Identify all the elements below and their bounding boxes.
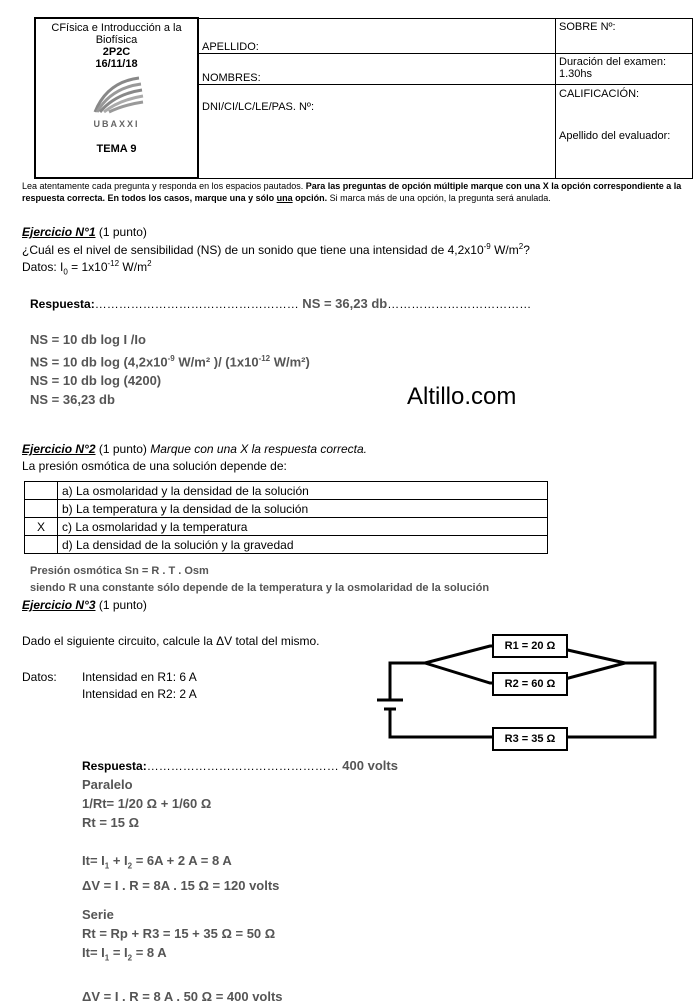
option-row[interactable] bbox=[25, 518, 548, 536]
ej1-heading bbox=[22, 225, 147, 239]
instructions-una: una bbox=[276, 193, 293, 203]
instructions-bold: Para las preguntas de opción múltiple marque con una X la opción correspondiente a la respuesta correcta. En todos los casos, marque una y sólo bbox=[22, 181, 682, 203]
ej1-step-2: NS = 10 db $\log (4,2x10^{-9}$ W/m² )/ ($1x10^{-12}$ W/m²) bbox=[30, 354, 310, 370]
ej2-instruction: Marque con una X la respuesta correcta. bbox=[150, 442, 368, 456]
ej1-title: Ejercicio N°1 bbox=[22, 225, 96, 239]
dni-label: DNI/CI/LC/LE/PAS. Nº: bbox=[202, 100, 315, 113]
ej3-respuesta-label: Respuesta: bbox=[82, 759, 147, 773]
option-text: c) La osmolaridad y la temperatura bbox=[58, 518, 548, 536]
option-text: d) La densidad de la solución y la gravedad bbox=[58, 536, 548, 554]
ej2-explanation-1: Presión osmótica Sn = R . T . Osm bbox=[30, 565, 209, 577]
ej2-explanation-2: siendo R una constante sólo depende de la temperatura y la osmolaridad de la solución bbox=[30, 582, 490, 594]
ej3-datos-label: Datos: bbox=[22, 670, 57, 684]
instructions bbox=[22, 180, 684, 204]
ej3-datos-1: Intensidad en R1: 6 A bbox=[82, 670, 197, 684]
ej2-question: La presión osmótica de una solución depende de: bbox=[22, 459, 287, 473]
ubaxxi-logo-icon bbox=[87, 74, 147, 116]
ej1-respuesta-value: NS = 36,23 db bbox=[298, 296, 388, 311]
course-code: 2P2C bbox=[102, 46, 131, 58]
paralelo-heading: Paralelo bbox=[82, 777, 133, 792]
nombres-field[interactable] bbox=[198, 53, 556, 84]
resistor-r3: R3 = 35 Ω bbox=[492, 727, 568, 751]
ej2-options-table bbox=[24, 481, 548, 554]
watermark: Altillo.com bbox=[407, 383, 517, 410]
sobre-field[interactable] bbox=[556, 18, 693, 53]
nombres-label: NOMBRES: bbox=[202, 71, 261, 84]
option-text: b) La temperatura y la densidad de la solución bbox=[58, 500, 548, 518]
instructions-opcion: opción. bbox=[295, 193, 328, 203]
course-cell bbox=[35, 18, 198, 178]
apellido-field[interactable] bbox=[198, 18, 556, 53]
ej1-respuesta: Respuesta:…………………………………………… NS = 36,23 db……………………………… bbox=[30, 296, 532, 311]
option-row[interactable] bbox=[25, 536, 548, 554]
evaluador-label: Apellido del evaluador: bbox=[559, 129, 671, 142]
dni-field[interactable] bbox=[198, 84, 556, 178]
instructions-intro: Lea atentamente cada pregunta y responda en los espacios pautados. bbox=[22, 181, 304, 191]
ej2-title: Ejercicio N°2 bbox=[22, 442, 96, 456]
ej3-datos-2: Intensidad en R2: 2 A bbox=[82, 687, 197, 701]
ej3-points: (1 punto) bbox=[98, 598, 147, 612]
option-text: a) La osmolaridad y la densidad de la solución bbox=[58, 482, 548, 500]
calificacion-cell bbox=[556, 84, 693, 178]
duracion-value: 1.30hs bbox=[559, 67, 593, 80]
calificacion-label: CALIFICACIÓN: bbox=[559, 87, 640, 100]
tema: TEMA 9 bbox=[96, 143, 137, 155]
ej1-step-4: NS = 36,23 db bbox=[30, 392, 115, 408]
ej3-respuesta: Respuesta:………………………………………… 400 volts bbox=[82, 758, 398, 773]
paralelo-step-3: $It= I_1 + I_2 = 6A + 2$ A = 8 A bbox=[82, 853, 232, 871]
ej1-points: (1 punto) bbox=[98, 225, 147, 239]
serie-step-1: Rt = Rp + R3 = 15 + 35 Ω = 50 Ω bbox=[82, 926, 276, 941]
option-mark[interactable] bbox=[25, 482, 58, 500]
apellido-label: APELLIDO: bbox=[202, 40, 259, 53]
ej2-heading bbox=[22, 442, 367, 456]
resistor-r1: R1 = 20 Ω bbox=[492, 634, 568, 658]
resistor-r2: R2 = 60 Ω bbox=[492, 672, 568, 696]
exam-date: 16/11/18 bbox=[95, 58, 138, 70]
ej1-question: ¿Cuál es el nivel de sensibilidad (NS) de un sonido que tiene una intensidad de $4,2x10^{-9}$ $W/m^2$? bbox=[22, 242, 530, 257]
ej3-respuesta-value: 400 volts bbox=[338, 758, 398, 773]
ej3-serie bbox=[82, 905, 283, 1006]
ej3-title: Ejercicio N°3 bbox=[22, 598, 96, 612]
serie-step-2: $It= I_1 = I_2 = 8$ A bbox=[82, 945, 167, 963]
header-table bbox=[34, 17, 693, 179]
ej1-step-1: NS = 10 db log I /Io bbox=[30, 332, 146, 347]
ej2-points: (1 punto) bbox=[98, 442, 147, 456]
paralelo-step-1: 1/Rt= 1/20 Ω + 1/60 Ω bbox=[82, 796, 212, 811]
option-mark[interactable] bbox=[25, 536, 58, 554]
ej3-question: Dado el siguiente circuito, calcule la ΔV total del mismo. bbox=[22, 634, 320, 648]
paralelo-step-2: Rt = 15 Ω bbox=[82, 815, 140, 830]
paralelo-step-4: ΔV = I . R = 8A . 15 Ω = 120 volts bbox=[82, 877, 280, 893]
ej1-steps bbox=[30, 330, 310, 409]
course-name: CFísica e Introducción a la Biofísica bbox=[51, 22, 182, 46]
ej1-step-3: NS = 10 db log (4200) bbox=[30, 373, 162, 389]
option-row[interactable] bbox=[25, 482, 548, 500]
ej3-heading bbox=[22, 598, 147, 612]
duracion-label: Duración del examen: bbox=[559, 55, 667, 68]
ej1-respuesta-label: Respuesta: bbox=[30, 297, 95, 311]
instructions-tail: Si marca más de una opción, la pregunta será anulada. bbox=[329, 193, 551, 203]
logo-text: UBAXXI bbox=[93, 119, 140, 129]
option-mark[interactable] bbox=[25, 500, 58, 518]
duracion-cell bbox=[556, 53, 693, 84]
sobre-label: SOBRE Nº: bbox=[559, 20, 616, 33]
serie-heading: Serie bbox=[82, 907, 114, 922]
option-mark[interactable]: X bbox=[25, 518, 58, 536]
ej1-datos: Datos: $I_0 = 1x10^{-12}$ $W/m^2$ bbox=[22, 259, 152, 277]
option-row[interactable] bbox=[25, 500, 548, 518]
ej3-paralelo bbox=[82, 775, 279, 895]
serie-step-3: ΔV = I . R = 8 A . 50 Ω = 400 volts bbox=[82, 988, 283, 1004]
